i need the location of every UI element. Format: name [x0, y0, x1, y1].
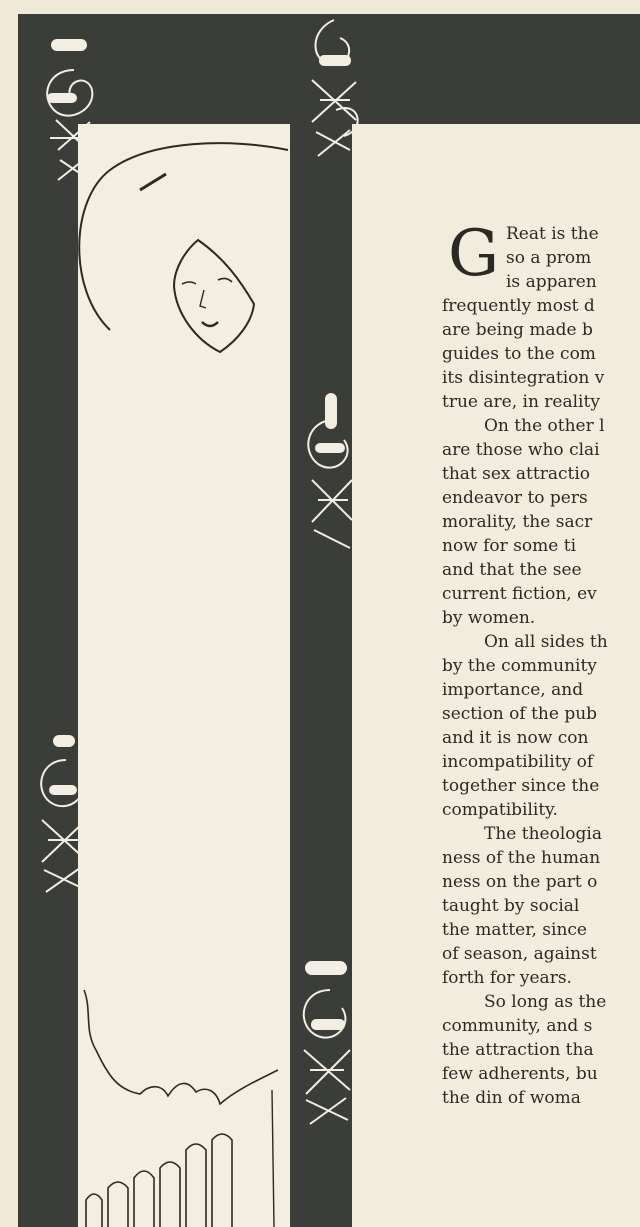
text-line: of season, against — [442, 944, 597, 964]
text-line: taught by social — [442, 896, 580, 916]
right-eye — [218, 278, 232, 282]
arches — [86, 1134, 232, 1227]
garment-ruffle — [84, 990, 278, 1104]
text-line: importance, and — [442, 680, 584, 700]
text-line: compatibility. — [442, 800, 558, 820]
text-line: by women. — [442, 608, 536, 628]
text-line: so a prom — [506, 248, 592, 268]
text-line: its disintegration v — [442, 368, 605, 388]
text-line: endeavor to pers — [442, 488, 588, 508]
text-line: are those who clai — [442, 440, 600, 460]
ornament-middle-pillar-2 — [304, 962, 350, 1124]
text-line: frequently most d — [442, 296, 595, 316]
ornament-top-left — [47, 40, 94, 180]
text-line: incompatibility of — [442, 752, 594, 772]
hair-outline — [79, 143, 288, 330]
text-line: section of the pub — [442, 704, 598, 724]
text-line: the din of woma — [442, 1088, 581, 1108]
ornament-top-middle — [312, 20, 358, 156]
text-line: are being made b — [442, 320, 593, 340]
text-line: community, and s — [442, 1016, 593, 1036]
text-line: and that the see — [442, 560, 582, 580]
text-line: Reat is the — [506, 224, 599, 244]
ornament-left-pillar — [41, 736, 86, 892]
text-line: by the community — [442, 656, 597, 676]
column-line — [272, 1090, 274, 1227]
text-line: few adherents, bu — [442, 1064, 598, 1084]
left-eye — [182, 282, 196, 284]
text-line: current fiction, ev — [442, 584, 597, 604]
lips — [202, 322, 218, 326]
ornament-middle-pillar-1 — [308, 394, 352, 548]
text-line: now for some ti — [442, 536, 577, 556]
eyebrow-stroke — [140, 174, 166, 190]
text-line: morality, the sacr — [442, 512, 593, 532]
text-line: guides to the com — [442, 344, 596, 364]
article-text-column — [442, 217, 640, 1110]
face-outline — [174, 240, 254, 352]
nose — [200, 290, 206, 308]
text-line: ness on the part o — [442, 872, 598, 892]
text-line: and it is now con — [442, 728, 589, 748]
text-line: ness of the human — [442, 848, 601, 868]
text-line: The theologia — [484, 824, 602, 844]
text-line: On all sides th — [484, 632, 608, 652]
text-line: is apparen — [506, 272, 597, 292]
text-line: On the other l — [484, 416, 605, 436]
text-line: together since the — [442, 776, 600, 796]
text-line: that sex attractio — [442, 464, 591, 484]
drop-cap: G — [448, 217, 500, 291]
text-line: So long as the — [484, 992, 607, 1012]
text-line: true are, in reality — [442, 392, 600, 412]
text-line: the attraction tha — [442, 1040, 594, 1060]
text-line: the matter, since — [442, 920, 587, 940]
text-line: forth for years. — [442, 968, 572, 988]
